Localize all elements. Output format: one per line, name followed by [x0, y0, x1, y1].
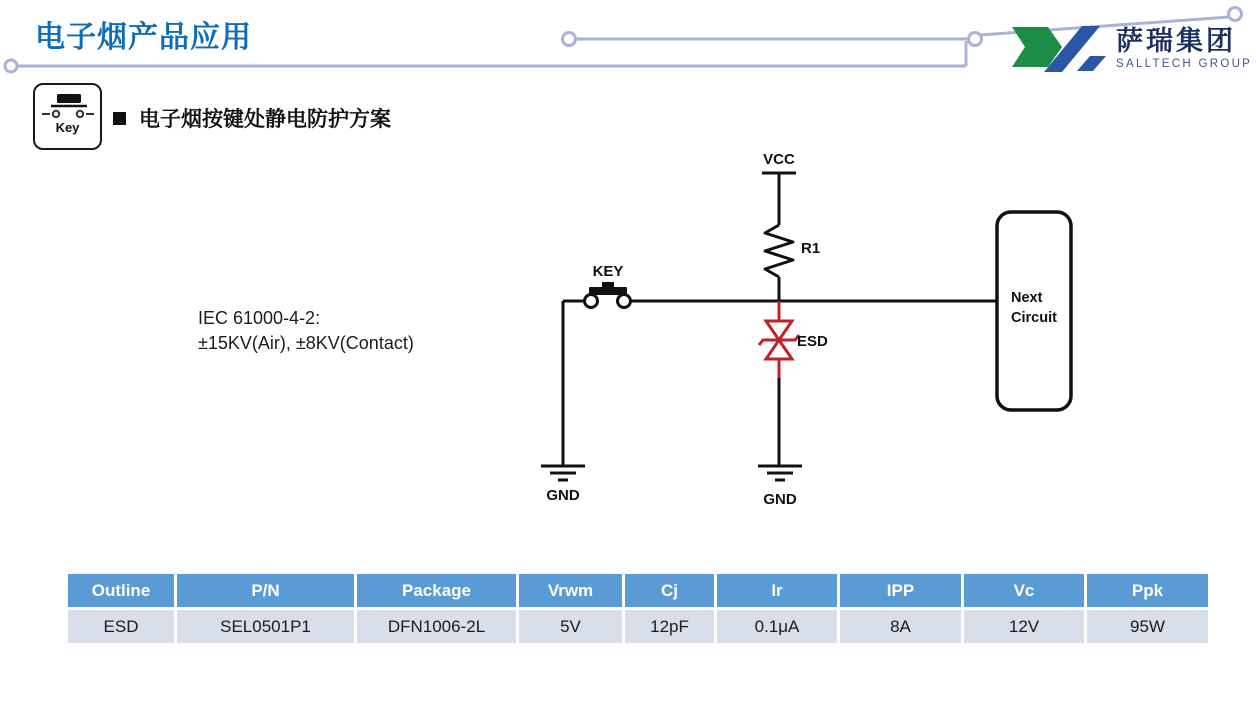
key-icon-card [33, 83, 102, 150]
cell-ppk: 95W [1087, 610, 1208, 643]
gnd-right-label: GND [763, 491, 797, 508]
esd-label: ESD [797, 333, 828, 350]
resistor-symbol [765, 225, 793, 277]
logo-text [1116, 26, 1252, 70]
cell-vc: 12V [964, 610, 1084, 643]
col-header-ipp: IPP [840, 574, 961, 607]
spec-table-data-row [68, 610, 1208, 643]
logo-name-en: SALLTECH GROUP [1116, 58, 1253, 70]
cell-cj: 12pF [625, 610, 714, 643]
col-header-vc: Vc [964, 574, 1084, 607]
circuit-diagram [520, 140, 1100, 525]
col-header-pn: P/N [177, 574, 354, 607]
iec-standard-note [198, 306, 414, 356]
ground-symbol-left [541, 466, 585, 480]
next-circuit-label-line2: Circuit [1011, 310, 1057, 326]
esd-diode-symbol [759, 301, 799, 378]
spec-table [65, 571, 1211, 646]
col-header-cj: Cj [625, 574, 714, 607]
cell-outline: ESD [68, 610, 174, 643]
col-header-outline: Outline [68, 574, 174, 607]
page-title: 电子烟产品应用 [35, 21, 252, 54]
cell-ipp: 8A [840, 610, 961, 643]
spec-table-header-row [68, 574, 1208, 607]
cell-pn: SEL0501P1 [177, 610, 354, 643]
key-switch-symbol [585, 282, 631, 308]
col-header-ir: Ir [717, 574, 837, 607]
gnd-left-label: GND [546, 487, 580, 504]
section-title-text: 电子烟按键处静电防护方案 [139, 108, 391, 131]
logo-name-cn: 萨瑞集团 [1116, 26, 1236, 56]
iec-note-line1: IEC 61000-4-2: [198, 308, 321, 328]
cell-package: DFN1006-2L [357, 610, 516, 643]
logo-mark-icon [1012, 26, 1107, 72]
section-title [113, 103, 391, 133]
vcc-label: VCC [763, 151, 795, 168]
cell-vrwm: 5V [519, 610, 622, 643]
col-header-ppk: Ppk [1087, 574, 1208, 607]
cell-ir: 0.1μA [717, 610, 837, 643]
iec-note-line2: ±15KV(Air), ±8KV(Contact) [198, 333, 414, 353]
ground-symbol-right [758, 466, 802, 480]
key-card-label: Key [55, 120, 80, 135]
push-button-icon [41, 91, 95, 119]
bullet-square-icon [113, 112, 126, 125]
key-label: KEY [592, 263, 624, 280]
company-logo [1012, 26, 1252, 72]
col-header-vrwm: Vrwm [519, 574, 622, 607]
col-header-package: Package [357, 574, 516, 607]
r1-label: R1 [801, 240, 821, 257]
next-circuit-label-line1: Next [1011, 290, 1043, 306]
